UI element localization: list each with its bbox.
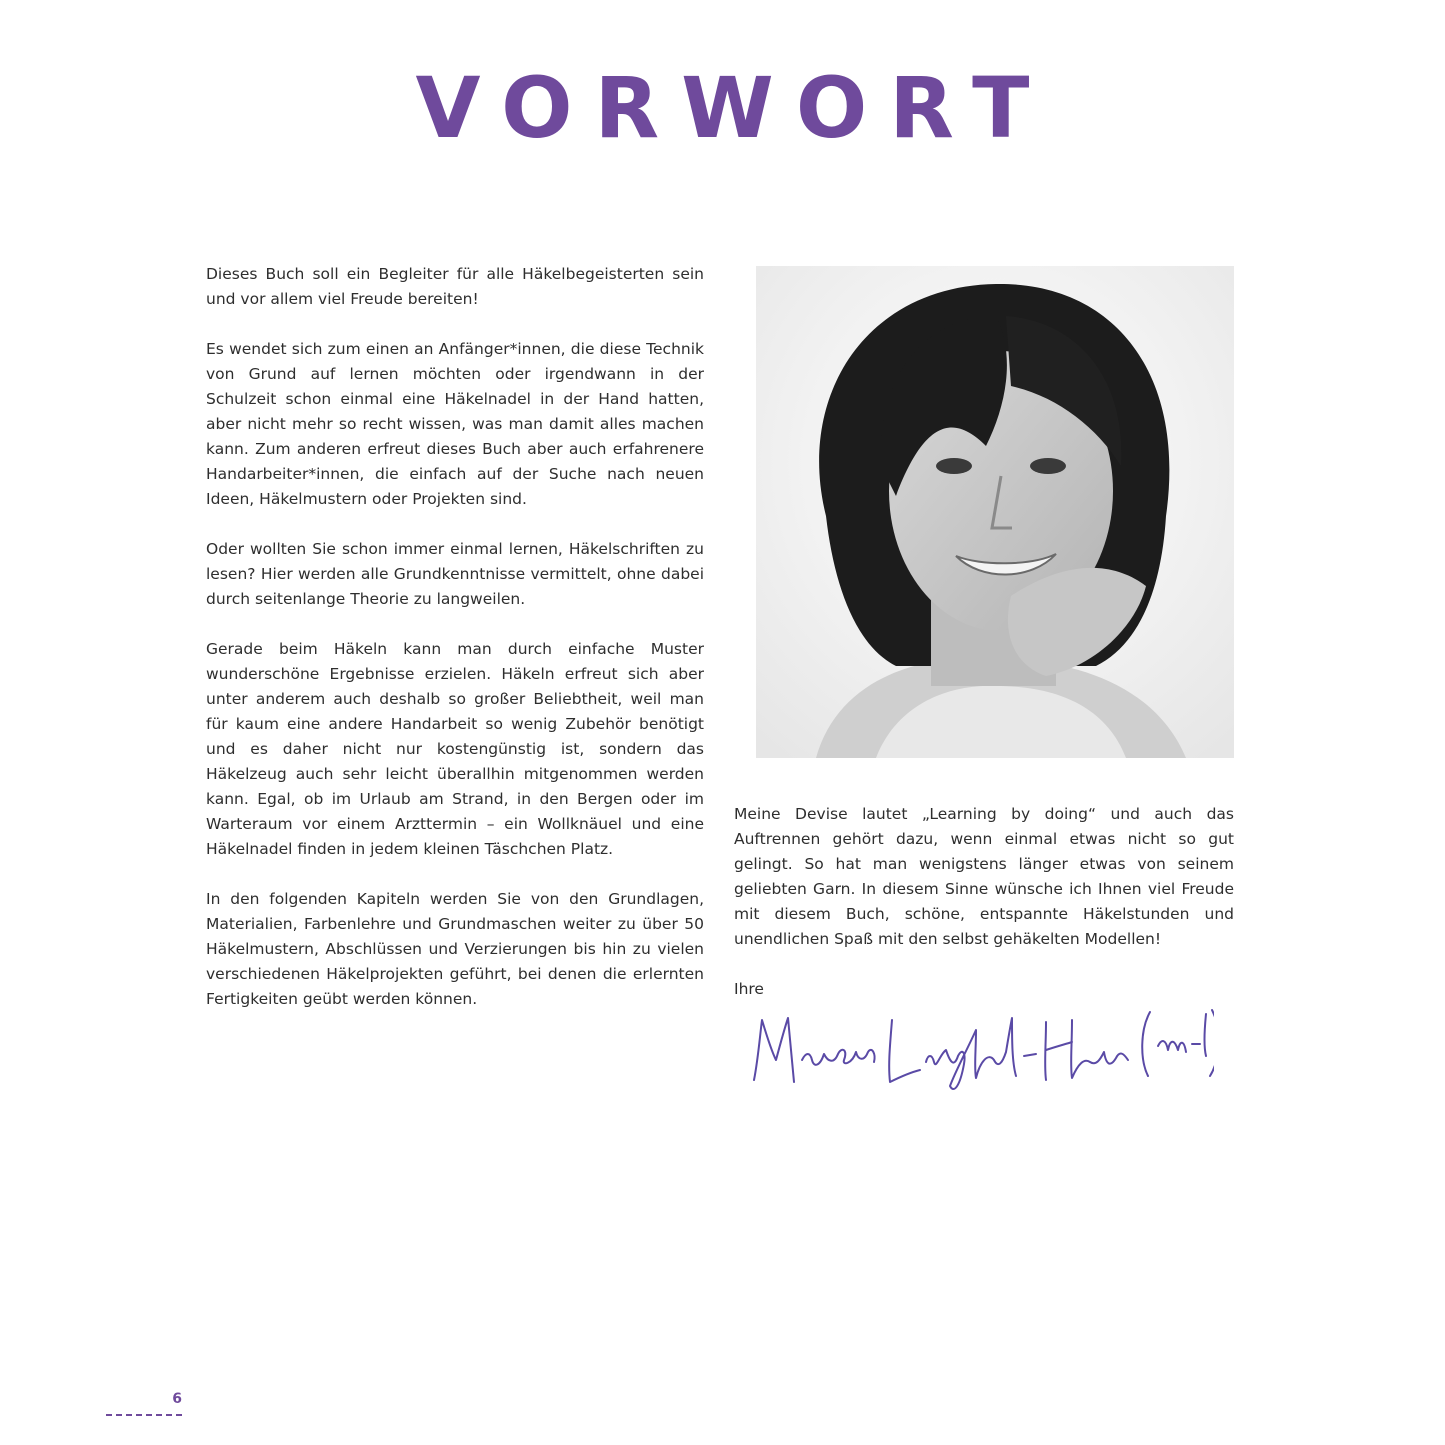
handwritten-signature-icon [744, 990, 1214, 1100]
page-number [106, 1390, 182, 1420]
author-portrait-icon [756, 266, 1234, 758]
author-signature [744, 990, 1214, 1100]
intro-paragraph-1: Dieses Buch soll ein Begleiter für alle Häkelbegeisterten sein und vor allem viel Freude bereiten! [206, 265, 704, 308]
intro-paragraph-3: Oder wollten Sie schon immer einmal lernen, Häkelschriften zu lesen? Hier werden alle Grundkenntnisse vermittelt, ohne dabei durch seitenlange Theorie zu langweilen. [206, 540, 704, 608]
page-title: VORWORT [415, 59, 1052, 157]
page-number-label: 6 [172, 1391, 182, 1407]
page-number-dotted-rule [106, 1414, 182, 1416]
closing-paragraph: Meine Devise lautet „Learning by doing“ und auch das Auftrennen gehört dazu, wenn einmal etwas nicht so gut gelingt. So hat man wenigstens länger etwas von seinem geliebten Garn. In diesem Sinne wünsche ich Ihnen viel Freude mit diesem Buch, schöne, entspannte Häkelstunden und unendlichen Spaß mit den selbst gehäkelten Modellen! [734, 805, 1234, 948]
intro-paragraph-2: Es wendet sich zum einen an Anfänger*innen, die diese Technik von Grund auf lernen möchten oder irgendwann in der Schulzeit schon einmal eine Häkelnadel in der Hand hatten, aber nicht mehr so recht wissen, was man damit alles machen kann. Zum anderen erfreut dieses Buch aber auch erfahrenere Handarbeiter*innen, die einfach auf der Suche nach neuen Ideen, Häkelmustern oder Projekten sind. [206, 340, 704, 508]
closing-text-column [734, 802, 1234, 1002]
intro-paragraph-4: Gerade beim Häkeln kann man durch einfache Muster wunderschöne Ergebnisse erzielen. Häkeln erfreut sich aber unter anderem auch deshalb so großer Beliebtheit, weil man für kaum eine andere Handarbeit so wenig Zubehör benötigt und es daher nicht nur kostengünstig ist, sondern das Häkelzeug auch sehr leicht überallhin mitgenommen werden kann. Egal, ob im Urlaub am Strand, in den Bergen oder im Warteraum vor einem Arzttermin – ein Wollknäuel und eine Häkelnadel finden in jedem kleinen Täschchen Platz. [206, 640, 704, 858]
greeting: Ihre [734, 980, 764, 998]
intro-text-column [206, 262, 704, 1037]
intro-paragraph-5: In den folgenden Kapiteln werden Sie von den Grundlagen, Materialien, Farbenlehre und Grundmaschen weiter zu über 50 Häkelmustern, Abschlüssen und Verzierungen bis hin zu vielen verschiedenen Häkelprojekten geführt, bei denen die erlernten Fertigkeiten geübt werden können. [206, 890, 704, 1008]
author-portrait [756, 266, 1234, 758]
